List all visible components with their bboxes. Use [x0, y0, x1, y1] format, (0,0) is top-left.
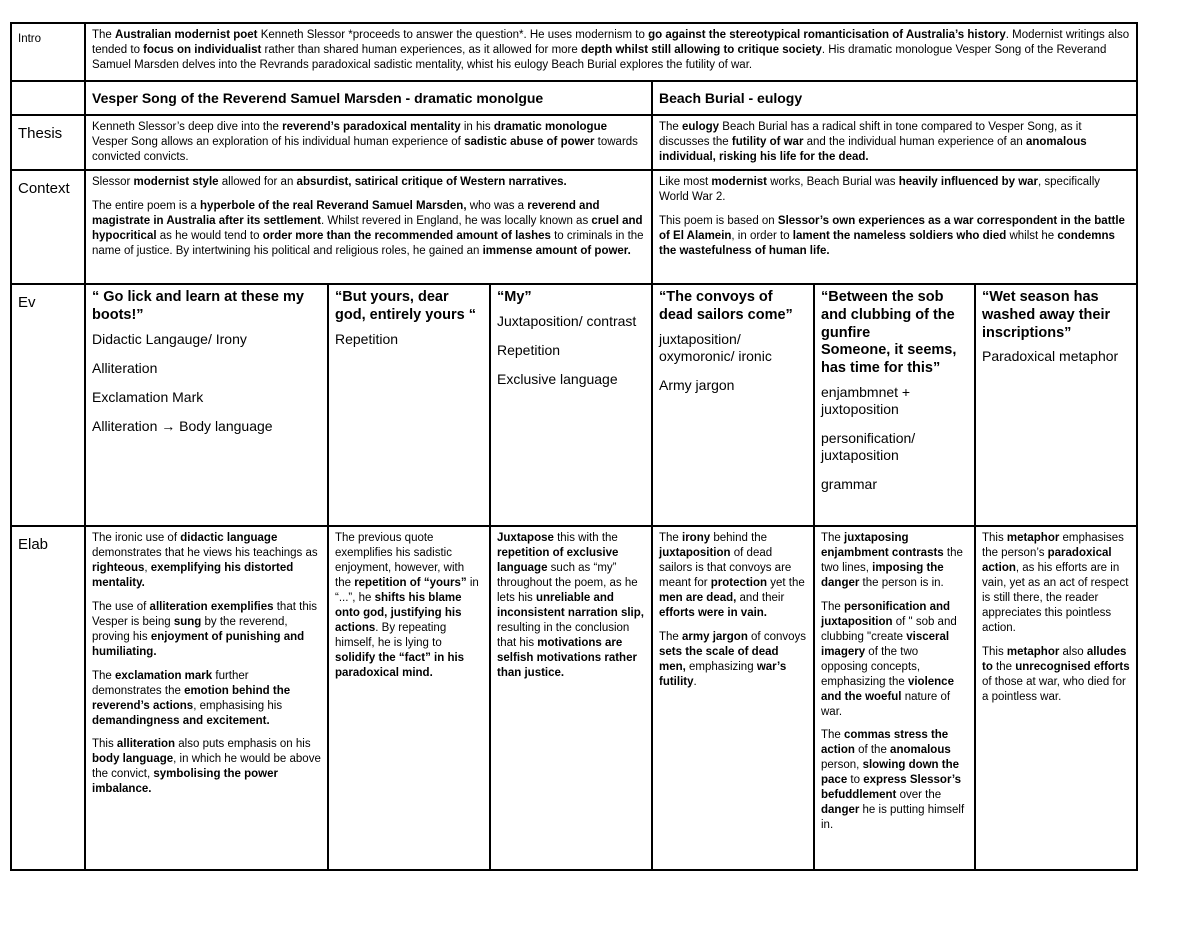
vesper-song-header: Vesper Song of the Reverend Samuel Marsden - dramatic monolgue: [85, 81, 652, 115]
evidence-cell: [814, 284, 975, 526]
elaboration-label: Elab: [11, 526, 85, 870]
elaboration-cell: The juxtaposing enjambment contrasts the two lines, imposing the danger the person is in. The personification and juxtaposition of " sob and clubbing "create visceral imagery of the two opposing concepts, emphasizing the violence and the woeful nature of war. The commas stress the action of the anomalous person, slowing down the pace to express Slessor’s befuddlement over the danger he is putting himself in.: [814, 526, 975, 870]
essay-plan-table: [10, 22, 1138, 871]
context-label: Context: [11, 170, 85, 284]
elaboration-cell: This metaphor emphasises the person’s paradoxical action, as his efforts are in vain, yet as an act of respect is still there, the reader appreciates this pointless action. This metaphor also alludes to the unrecognised efforts of those at war, who died for a pointless war.: [975, 526, 1137, 870]
evidence-quote: “My”: [497, 289, 532, 306]
vesper-thesis: Kenneth Slessor’s deep dive into the reverend’s paradoxical mentality in his dramatic monologue Vesper Song allows an exploration of his individual human experience of sadistic abuse of power towards convicted convicts.: [85, 115, 652, 170]
technique-label: enjambmnet + juxtoposition: [821, 383, 911, 417]
intro-text: The Australian modernist poet Kenneth Slessor *proceeds to answer the question*. He uses modernism to go against the stereotypical romanticisation of Australia’s history. Modernist writings also tended to focus on individualist rather than shared human experiences, as it allowed for more depth whilst still allowing to critique society. His dramatic monologue Vesper Song of the Reverand Samuel Marsden delves into the Revrands paradoxical sadistic mentality, whist his eulogy Beach Burial explores the futility of war.: [85, 23, 1137, 81]
beach-burial-header: Beach Burial - eulogy: [652, 81, 1137, 115]
evidence-cell: [975, 284, 1137, 526]
beach-thesis: The eulogy Beach Burial has a radical shift in tone compared to Vesper Song, as it discusses the futility of war and the individual human experience of an anomalous individual, risking his life for the dead.: [652, 115, 1137, 170]
intro-label: Intro: [11, 23, 85, 81]
technique-label: personification/ juxtaposition: [821, 429, 916, 463]
beach-context: Like most modernist works, Beach Burial was heavily influenced by war, specifically World War 2. This poem is based on Slessor’s own experiences as a war correspondent in the battle of El Alamein, in order to lament the nameless soldiers who died whilst he condemns the wastefulness of human life.: [652, 170, 1137, 284]
technique-label: Alliteration: [92, 359, 158, 376]
evidence-label: Ev: [11, 284, 85, 526]
elaboration-cell: The previous quote exemplifies his sadistic enjoyment, however, with the repetition of “yours” in “...”, he shifts his blame onto god, justifying his actions. By repeating himself, he is lying to solidify the “fact” in his paradoxical mind.: [328, 526, 490, 870]
technique-label: Juxtaposition/ contrast: [497, 312, 637, 329]
elaboration-cell: The irony behind the juxtaposition of dead sailors is that convoys are meant for protection yet the men are dead, and their efforts were in vain. The army jargon of convoys sets the scale of dead men, emphasizing war’s futility.: [652, 526, 814, 870]
evidence-cell: [490, 284, 652, 526]
technique-label: Repetition: [335, 330, 399, 347]
vesper-context: Slessor modernist style allowed for an absurdist, satirical critique of Western narratives. The entire poem is a hyperbole of the real Reverand Samuel Marsden, who was a reverend and magistrate in Australia after its settlement. Whilst revered in England, he was locally known as cruel and hypocritical as he would tend to order more than the recommended amount of lashes to criminals in the name of justice. By intertwining his political and religious roles, he gained an immense amount of power.: [85, 170, 652, 284]
thesis-label: Thesis: [11, 115, 85, 170]
technique-label: Army jargon: [659, 376, 735, 393]
technique-label: Exclusive language: [497, 371, 618, 388]
technique-label: Paradoxical metaphor: [982, 348, 1119, 365]
elaboration-cell: The ironic use of didactic language demonstrates that he views his teachings as righteous, exemplifying his distorted mentality. The use of alliteration exemplifies that this Vesper is being sung by the reverend, proving his enjoyment of punishing and humiliating. The exclamation mark further demonstrates the emotion behind the reverend’s actions, emphasising his demandingness and excitement. This alliteration also puts emphasis on his body language, in which he would be above the convict, symbolising the power imbalance.: [85, 526, 328, 870]
technique-label: Exclamation Mark: [92, 388, 204, 405]
elaboration-cell: Juxtapose this with the repetition of exclusive language such as “my” throughout the poem, as he lets his unreliable and inconsistent narration slip, resulting in the conclusion that his motivations are selfish motivations rather than justice.: [490, 526, 652, 870]
evidence-cell: [328, 284, 490, 526]
evidence-quote: “Between the sob and clubbing of the gunfire Someone, it seems, has time for this”: [821, 289, 957, 376]
technique-label: Alliteration → Body language: [92, 417, 273, 434]
technique-label: Didactic Langauge/ Irony: [92, 330, 247, 347]
evidence-quote: “The convoys of dead sailors come”: [659, 289, 793, 323]
header-blank-cell: [11, 81, 85, 115]
technique-label: juxtaposition/ oxymoronic/ ironic: [659, 330, 772, 364]
technique-label: grammar: [821, 475, 878, 492]
technique-label: Repetition: [497, 341, 561, 358]
evidence-quote: “Wet season has washed away their inscriptions”: [982, 289, 1111, 341]
evidence-quote: “But yours, dear god, entirely yours “: [335, 289, 476, 323]
evidence-quote: “ Go lick and learn at these my boots!”: [92, 289, 304, 323]
evidence-cell: [652, 284, 814, 526]
evidence-cell: [85, 284, 328, 526]
